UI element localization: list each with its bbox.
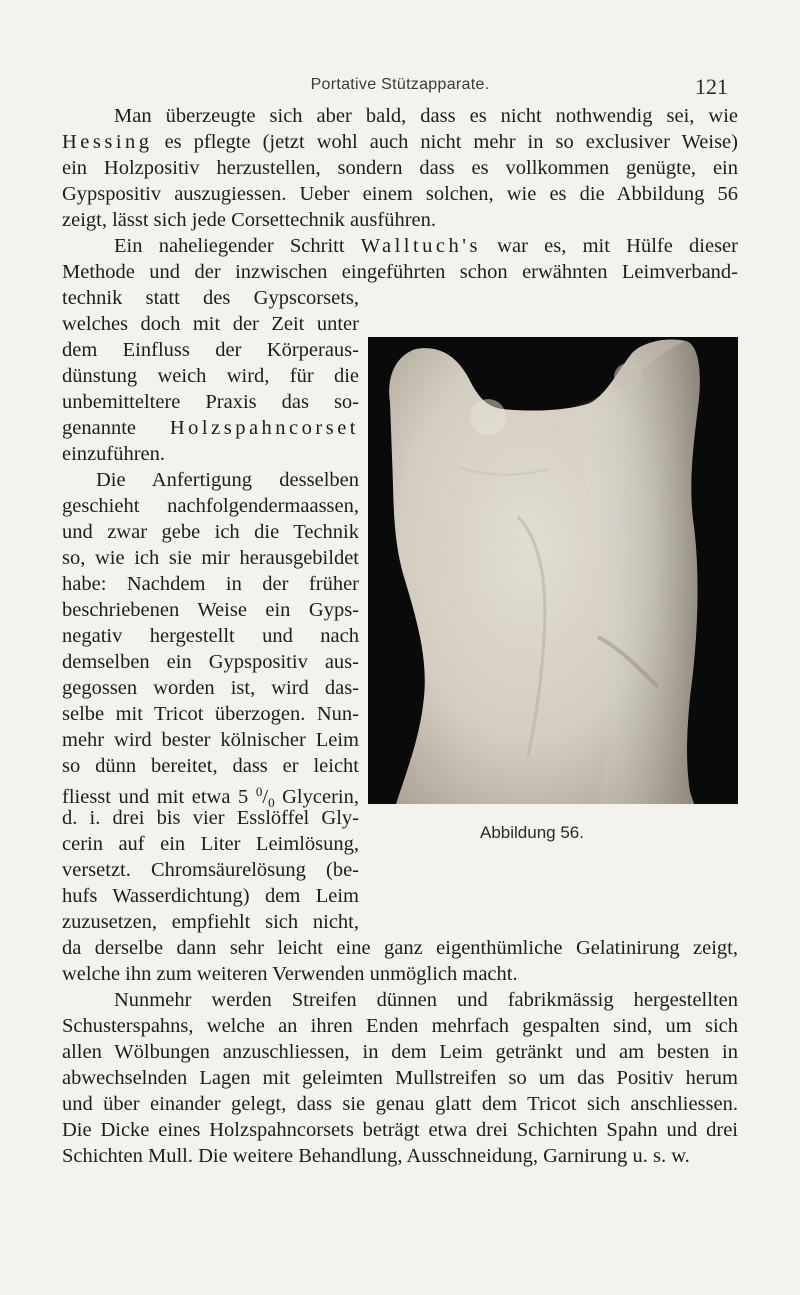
text-line: selbe mit Tricot überzogen. Nun-	[62, 703, 359, 725]
text-line: Schichten Mull. Die weitere Behandlung, Ausschneidung, Garnirung u. s. w.	[62, 1145, 690, 1167]
author-name-spaced: Walltuch's	[360, 235, 481, 257]
text-line: welches doch mit der Zeit unter	[62, 313, 359, 335]
text-line: habe: Nachdem in der früher	[62, 573, 359, 595]
text-line: demselben ein Gypspositiv aus-	[62, 651, 359, 673]
text-line: welche ihn zum weiteren Verwenden unmöglich macht.	[62, 963, 518, 985]
text-line: da derselbe dann sehr leicht eine ganz eigenthümliche Gelatinirung zeigt,	[62, 937, 738, 959]
text-line: abwechselnden Lagen mit geleimten Mullstreifen so um das Positiv herum	[62, 1067, 738, 1089]
text-line: so, wie ich sie mir herausgebildet	[62, 547, 359, 569]
text-line: cerin auf ein Liter Leimlösung,	[62, 833, 359, 855]
text-line: Nunmehr werden Streifen dünnen und fabrikmässig hergestellten	[114, 989, 738, 1011]
text-line: fliesst und mit etwa 5 $^0/_0$ Glycerin,	[62, 784, 359, 810]
text-line: dünstung weich wird, für die	[62, 365, 359, 387]
text-line: technik statt des Gypscorsets,	[62, 287, 359, 309]
text-line: einzuführen.	[62, 443, 166, 465]
running-head: Portative Stützapparate.	[310, 76, 490, 93]
text-line: beschriebenen Weise ein Gyps-	[62, 599, 359, 621]
text-line: Methode und der inzwischen eingeführten schon erwähnten Leimverband-	[62, 261, 738, 283]
text-line: unbemitteltere Praxis das so-	[62, 391, 359, 413]
text-line: Ein naheliegender Schritt Walltuch's war es, mit Hülfe dieser	[114, 235, 738, 257]
figure-56	[368, 337, 738, 842]
page-header	[0, 74, 800, 100]
author-name-spaced: Hessing	[62, 131, 153, 153]
text-line: geschieht nachfolgendermaassen,	[62, 495, 359, 517]
text-line: ein Holzpositiv herzustellen, sondern dass es vollkommen genügte, ein	[62, 157, 738, 179]
text-line: Schusterspahns, welche an ihren Enden mehrfach gespalten sind, um sich	[62, 1015, 738, 1037]
text-line: Hessing es pflegte (jetzt wohl auch nicht mehr in so exclusiver Weise)	[62, 131, 738, 153]
text-line: hufs Wasserdichtung) dem Leim	[62, 885, 359, 907]
text-line: dem Einfluss der Körperaus-	[62, 339, 359, 361]
plaster-torso-photo	[368, 337, 738, 804]
text-line: Man überzeugte sich aber bald, dass es nicht nothwendig sei, wie	[114, 105, 738, 127]
figure-caption: Abbildung 56.	[480, 823, 584, 842]
text-line: und über einander gelegt, dass sie genau glatt dem Tricot sich anschliessen.	[62, 1093, 738, 1115]
text-line: Die Anfertigung desselben	[96, 469, 359, 491]
text-line: allen Wölbungen anzuschliessen, in dem Leim getränkt und am besten in	[62, 1041, 738, 1063]
text-line: versetzt. Chromsäurelösung (be-	[62, 859, 359, 881]
text-line: zeigt, lässt sich jede Corsettechnik ausführen.	[62, 209, 437, 231]
text-line: und zwar gebe ich die Technik	[62, 521, 359, 543]
text-line: negativ hergestellt und nach	[62, 625, 359, 647]
text-line: gegossen worden ist, wird das-	[62, 677, 359, 699]
text-line: so dünn bereitet, dass er leicht	[62, 755, 359, 777]
text-line: Gypspositiv auszugiessen. Ueber einem solchen, wie es die Abbildung 56	[62, 183, 738, 205]
page-number: 121	[695, 74, 728, 99]
text-line: Die Dicke eines Holzspahncorsets beträgt etwa drei Schichten Spahn und drei	[62, 1119, 738, 1141]
text-line: genannte Holzspahncorset	[62, 417, 359, 439]
text-line: mehr wird bester kölnischer Leim	[62, 729, 359, 751]
text-line: d. i. drei bis vier Esslöffel Gly-	[62, 807, 359, 829]
text-line: zuzusetzen, empfiehlt sich nicht,	[62, 911, 359, 933]
term-spaced: Holzspahncorset	[169, 417, 359, 439]
